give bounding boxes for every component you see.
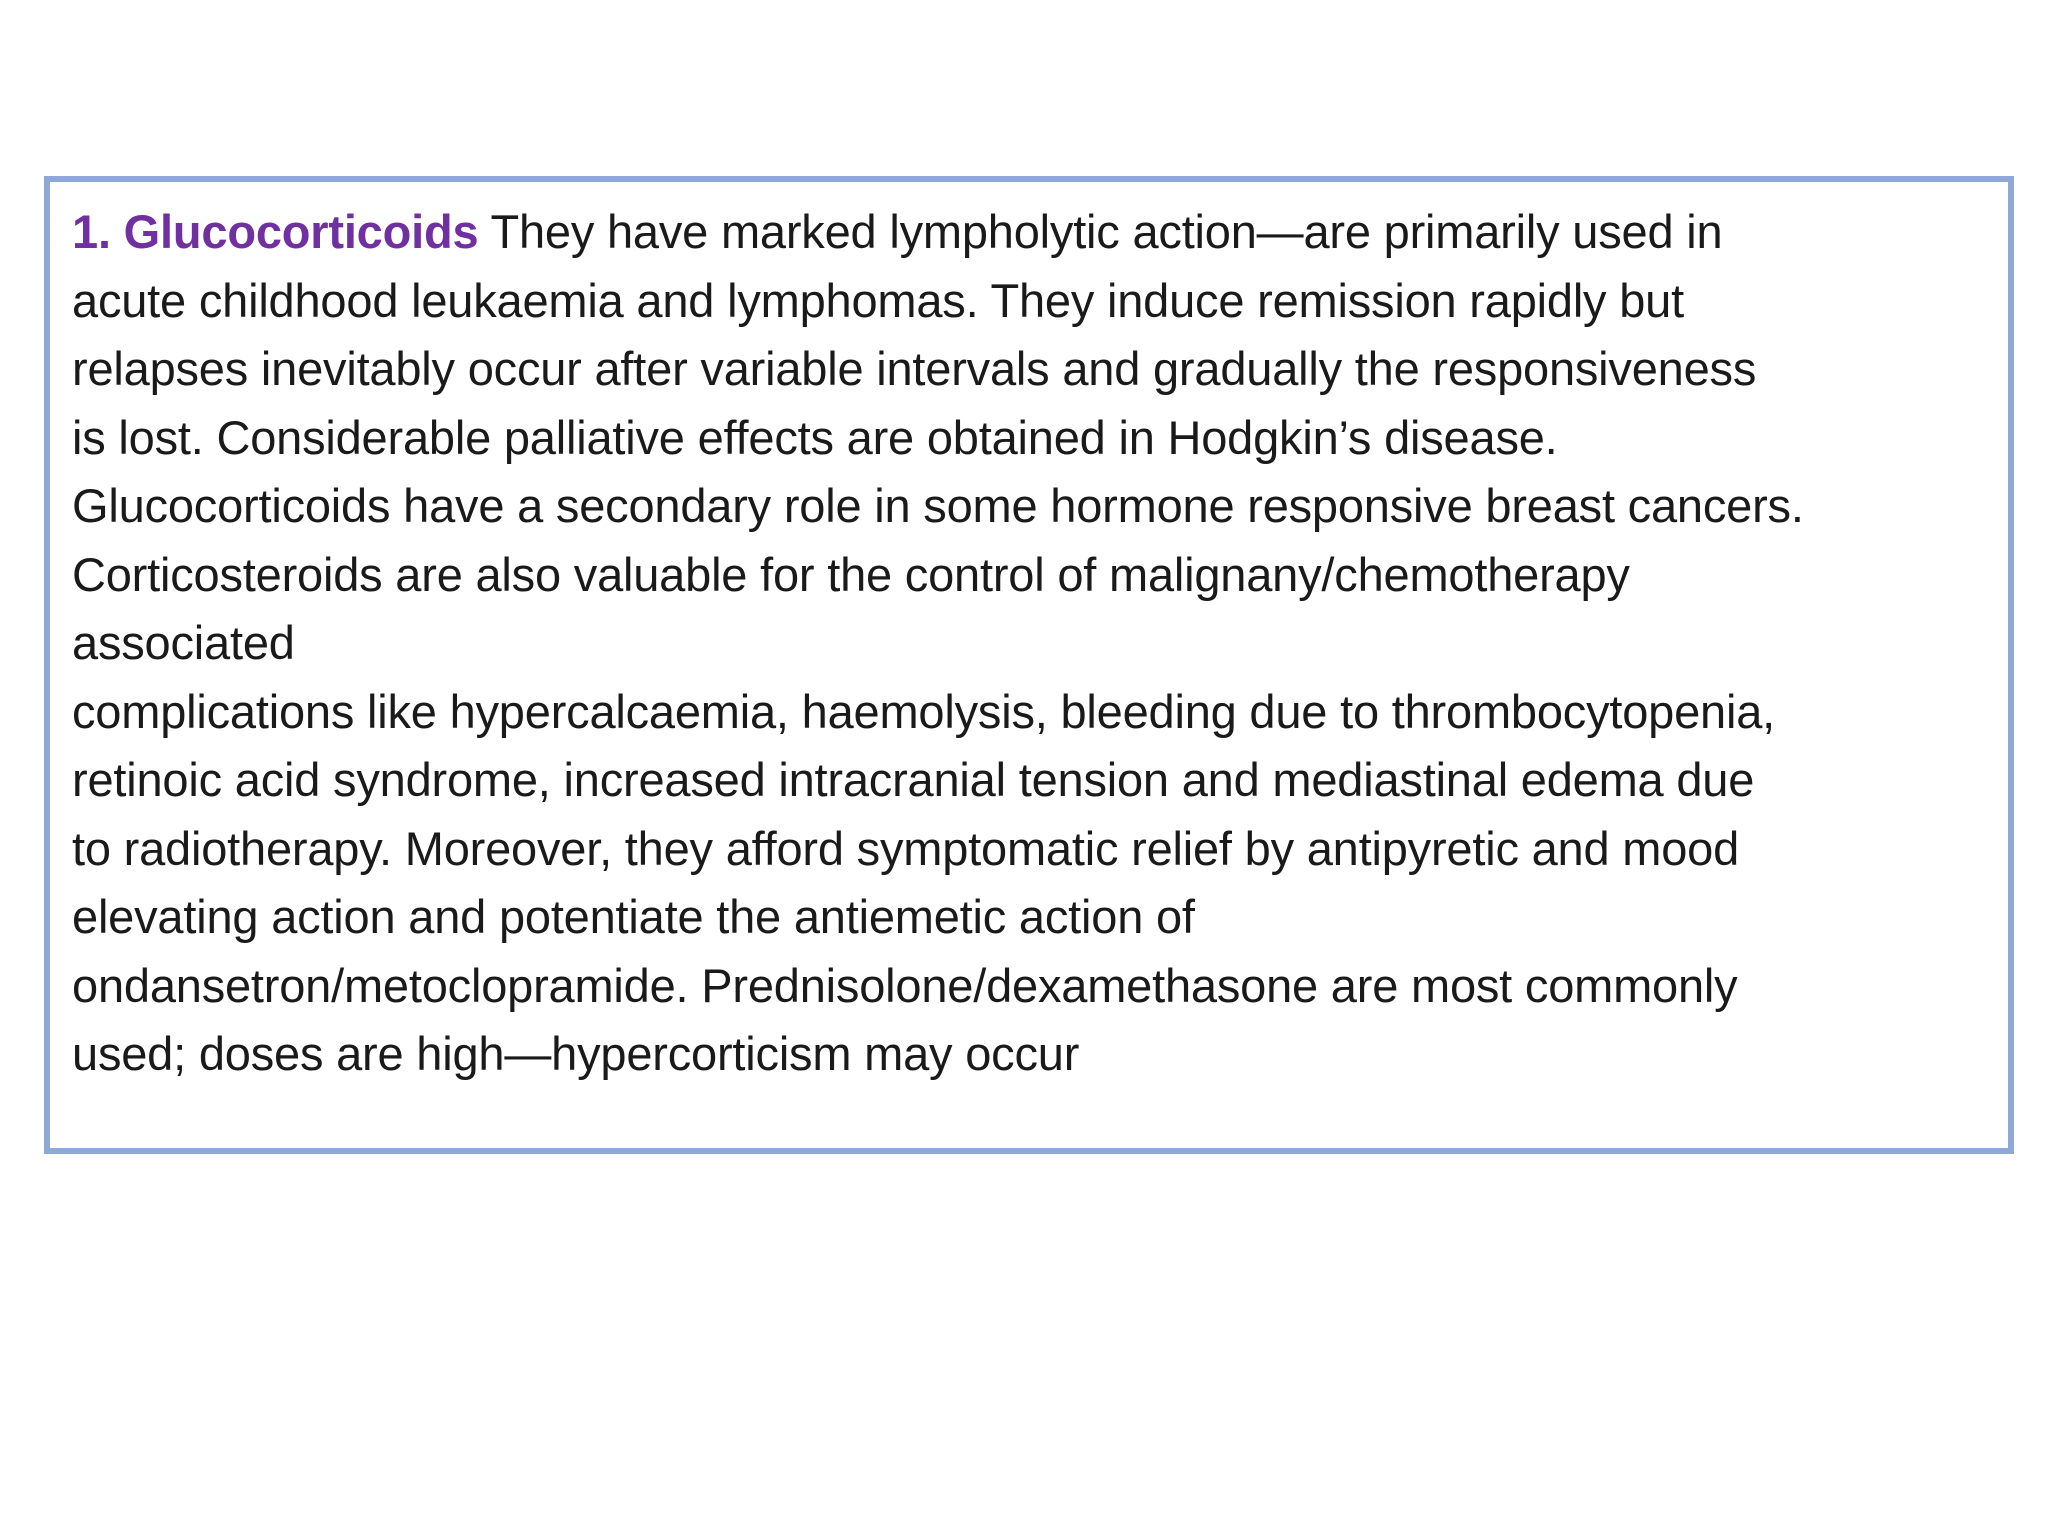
text-line: Corticosteroids are also valuable for the control of malignany/chemotherapy [72,547,1630,601]
text-line: to radiotherapy. Moreover, they afford symptomatic relief by antipyretic and mood [72,821,1740,875]
text-line: Glucocorticoids have a secondary role in some hormone responsive breast cancers. [72,479,1804,532]
text-line: elevating action and potentiate the antiemetic action of [72,890,1195,943]
text-line: associated [72,616,295,669]
text-line: complications like hypercalcaemia, haemolysis, bleeding due to thrombocytopenia, [72,684,1776,738]
text-box [44,176,2014,1154]
text-line: relapses inevitably occur after variable intervals and gradually the responsiveness [72,342,1757,395]
text-line: retinoic acid syndrome, increased intracranial tension and mediastinal edema due [72,753,1755,806]
text-line: ondansetron/metoclopramide. Prednisolone/dexamethasone are most commonly [72,958,1738,1012]
text-line-content: They have marked lympholytic action—are primarily used in [478,205,1723,258]
text-line: acute childhood leukaemia and lymphomas. They induce remission rapidly but [72,273,1684,327]
text-line: is lost. Considerable palliative effects are obtained in Hodgkin’s disease. [72,410,1558,464]
text-line: used; doses are high—hypercorticism may occur [72,1027,1080,1080]
section-heading: 1. Glucocorticoids [72,205,479,258]
text-line [72,198,1986,267]
